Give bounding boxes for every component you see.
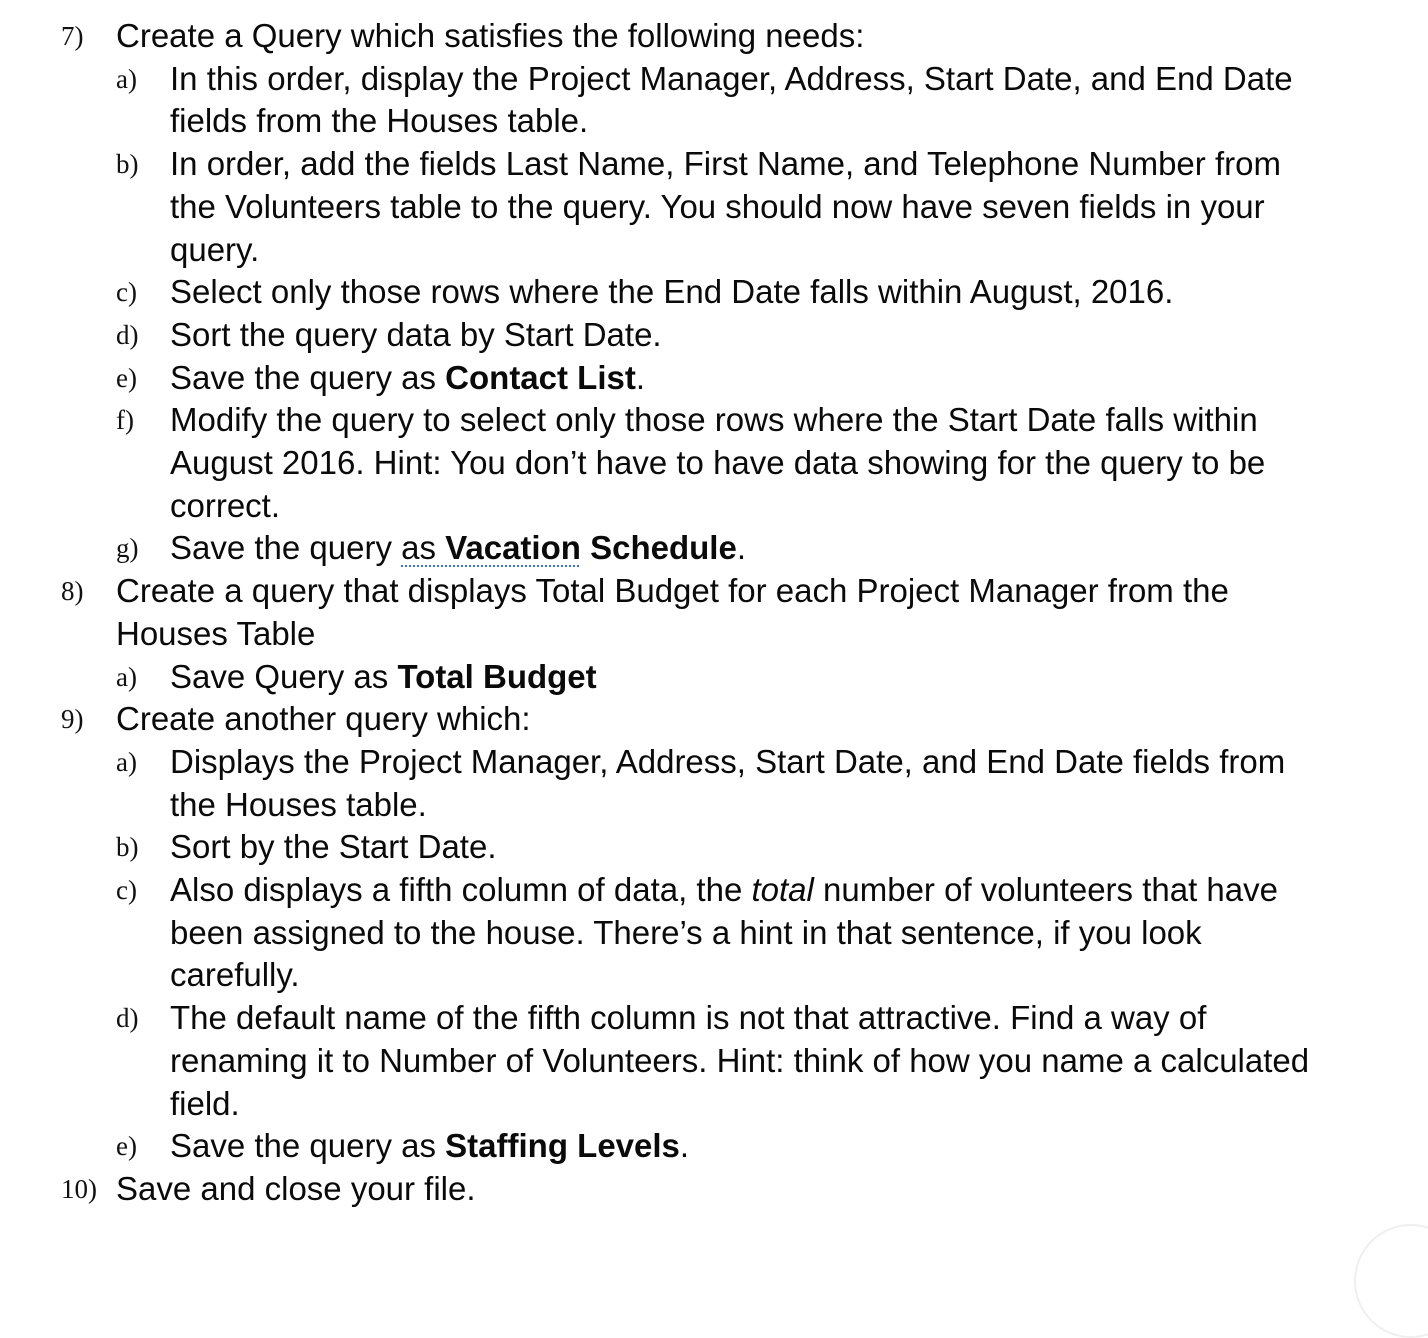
list-marker: d): [116, 319, 139, 350]
list-marker: a): [116, 746, 137, 777]
list-item-text: [170, 869, 1320, 997]
list-marker: b): [116, 149, 139, 180]
text-run: Also displays a fifth column of data, the: [170, 871, 752, 909]
list-item-text: Create a Query which satisfies the following needs:: [116, 17, 865, 54]
list-marker: a): [116, 63, 137, 94]
list-item-9a: [0, 741, 1428, 826]
text-run: .: [635, 358, 646, 396]
list-item-9b: [0, 826, 1428, 869]
list-item-9e: [0, 1125, 1428, 1168]
bold-query-name: Total Budget: [397, 657, 597, 695]
document-page: [0, 15, 1428, 1211]
text-run: .: [736, 529, 746, 567]
text-run: number of volunteers that have been assigned to the house. There’s a hint in that sentence, if you look carefully.: [170, 871, 1278, 994]
list-marker: c): [116, 277, 137, 308]
list-item-text: In this order, display the Project Manager, Address, Start Date, and End Date fields from the Houses table.: [170, 59, 1293, 140]
list-item-text: In order, add the fields Last Name, First Name, and Telephone Number from the Volunteers table to the query. You should now have seven fields in your query.: [170, 145, 1281, 268]
list-marker: d): [116, 1003, 139, 1034]
list-item-9c: [0, 869, 1428, 997]
list-item-7c: [0, 271, 1428, 314]
list-marker: 10): [61, 1173, 97, 1204]
grammar-flagged-phrase[interactable]: as Vacation: [401, 529, 581, 567]
list-item-text: [170, 357, 1320, 400]
list-item-text: [170, 1125, 1320, 1168]
text-run: Save the query as: [170, 358, 446, 396]
list-item-7a: [0, 58, 1428, 143]
list-marker: e): [116, 1131, 137, 1162]
text-run: Save the query: [170, 529, 402, 567]
list-marker: 8): [61, 576, 84, 607]
bold-query-name: Contact List: [445, 358, 636, 396]
list-item-7b: [0, 143, 1428, 271]
list-item-text: Create another query which:: [116, 700, 531, 738]
list-item-text: Displays the Project Manager, Address, Start Date, and End Date fields from the Houses table.: [170, 742, 1286, 823]
list-marker: g): [116, 533, 139, 564]
list-marker: c): [116, 875, 137, 906]
list-item-text: Sort by the Start Date.: [170, 828, 497, 866]
list-item-10: [0, 1168, 1428, 1211]
list-item-9: [0, 698, 1428, 741]
italic-emphasis: total: [751, 871, 814, 909]
text-run: Save the query as: [170, 1127, 446, 1165]
list-item-text: Create a query that displays Total Budget for each Project Manager from the Houses Table: [116, 572, 1229, 652]
list-item-7f: [0, 399, 1428, 527]
list-item-text: Select only those rows where the End Date falls within August, 2016.: [170, 273, 1174, 311]
list-item-9d: [0, 997, 1428, 1125]
corner-scroll-indicator: [1354, 1224, 1428, 1338]
list-marker: a): [116, 661, 137, 692]
list-item-text: The default name of the fifth column is not that attractive. Find a way of renaming it to Number of Volunteers. Hint: think of how you name a calculated field.: [170, 999, 1310, 1122]
list-marker: 7): [61, 21, 84, 51]
list-item-text: Modify the query to select only those rows where the Start Date falls within August 2016. Hint: You don’t have to have data showing for the query to be correct.: [170, 401, 1266, 524]
list-marker: e): [116, 362, 137, 393]
text-run: Save Query as: [170, 657, 398, 695]
list-item-text: [170, 656, 1320, 699]
list-item-text: Save and close your file.: [116, 1169, 476, 1207]
list-item-8: [0, 570, 1428, 655]
list-item-text: [170, 527, 1320, 570]
list-item-8a: [0, 656, 1428, 699]
list-marker: f): [116, 405, 134, 436]
list-item-7e: [0, 357, 1428, 400]
text-run: .: [679, 1127, 690, 1165]
list-marker: b): [116, 832, 139, 863]
list-item-text: Sort the query data by Start Date.: [170, 315, 662, 353]
list-item-7: [0, 15, 1428, 58]
list-item-7d: [0, 314, 1428, 357]
bold-query-name: Staffing Levels: [445, 1127, 680, 1165]
bold-query-name: Vacation: [445, 529, 581, 567]
list-marker: 9): [61, 704, 84, 735]
bold-query-name: Schedule: [580, 529, 737, 567]
list-item-7g: [0, 527, 1428, 570]
